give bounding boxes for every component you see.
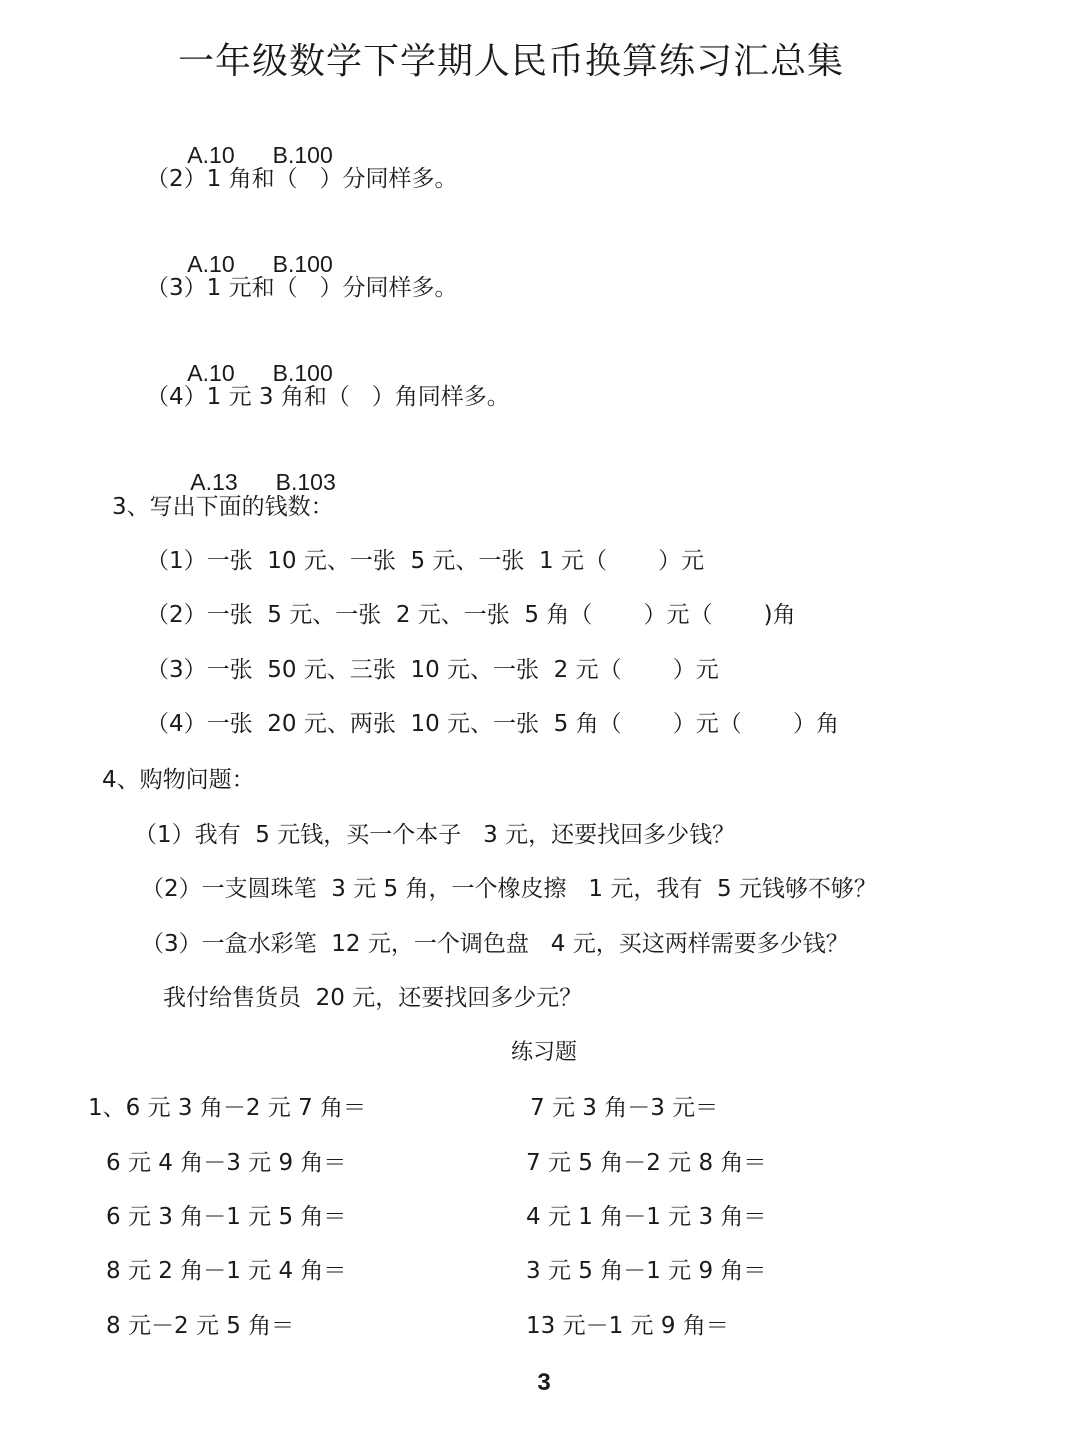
section-3-item: （4）一张 20 元、两张 10 元、一张 5 角（ ）元（ ）角: [146, 711, 839, 737]
practice-label: 练习题: [510, 1040, 577, 1065]
practice-left-item: 6 元 4 角－3 元 9 角＝: [106, 1150, 347, 1176]
section-4-item: （3）一盒水彩笔 12 元，一个调色盘 4 元，买这两样需要多少钱？: [141, 931, 849, 957]
option-b: B.100: [272, 360, 333, 386]
page-number: 3: [537, 1369, 551, 1396]
section-4-heading: 4、购物问题：: [102, 767, 255, 793]
section-3-item: （2）一张 5 元、一张 2 元、一张 5 角（ ）元（ )角: [146, 602, 796, 628]
practice-left-item: 8 元 2 角－1 元 4 角＝: [106, 1258, 347, 1284]
question-2-2: （2）1 角和（ ）分同样多。: [146, 166, 458, 192]
practice-right-item: 4 元 1 角－1 元 3 角＝: [526, 1204, 767, 1230]
section-3-item: （3）一张 50 元、三张 10 元、一张 2 元（ ）元: [146, 657, 719, 683]
option-a: A.13: [190, 469, 238, 495]
option-a: A.10: [187, 142, 235, 168]
page-title: 一年级数学下学期人民币换算练习汇总集: [177, 41, 844, 82]
practice-left-item: 1、6 元 3 角－2 元 7 角＝: [88, 1095, 367, 1121]
practice-right-item: 3 元 5 角－1 元 9 角＝: [526, 1258, 767, 1284]
option-b: B.103: [275, 469, 336, 495]
section-3-item: （1）一张 10 元、一张 5 元、一张 1 元（ ）元: [146, 548, 705, 574]
question-2-3: （3）1 元和（ ）分同样多。: [146, 275, 458, 301]
section-4-item: （2）一支圆珠笔 3 元 5 角，一个橡皮擦 1 元，我有 5 元钱够不够？: [141, 876, 877, 902]
option-a: A.10: [187, 360, 235, 386]
practice-left-item: 6 元 3 角－1 元 5 角＝: [106, 1204, 347, 1230]
option-b: B.100: [272, 251, 333, 277]
section-3-heading: 3、写出下面的钱数：: [112, 494, 334, 520]
section-4-item: （1）我有 5 元钱，买一个本子 3 元，还要找回多少钱？: [134, 822, 736, 848]
option-b: B.100: [272, 142, 333, 168]
option-a: A.10: [187, 251, 235, 277]
practice-right-item: 7 元 5 角－2 元 8 角＝: [526, 1150, 767, 1176]
practice-right-item: 7 元 3 角－3 元＝: [530, 1095, 719, 1121]
section-4-continuation: 我付给售货员 20 元，还要找回多少元？: [163, 985, 583, 1011]
practice-left-item: 8 元－2 元 5 角＝: [106, 1313, 295, 1339]
question-2-4: （4）1 元 3 角和（ ）角同样多。: [146, 384, 510, 410]
practice-right-item: 13 元－1 元 9 角＝: [526, 1313, 729, 1339]
